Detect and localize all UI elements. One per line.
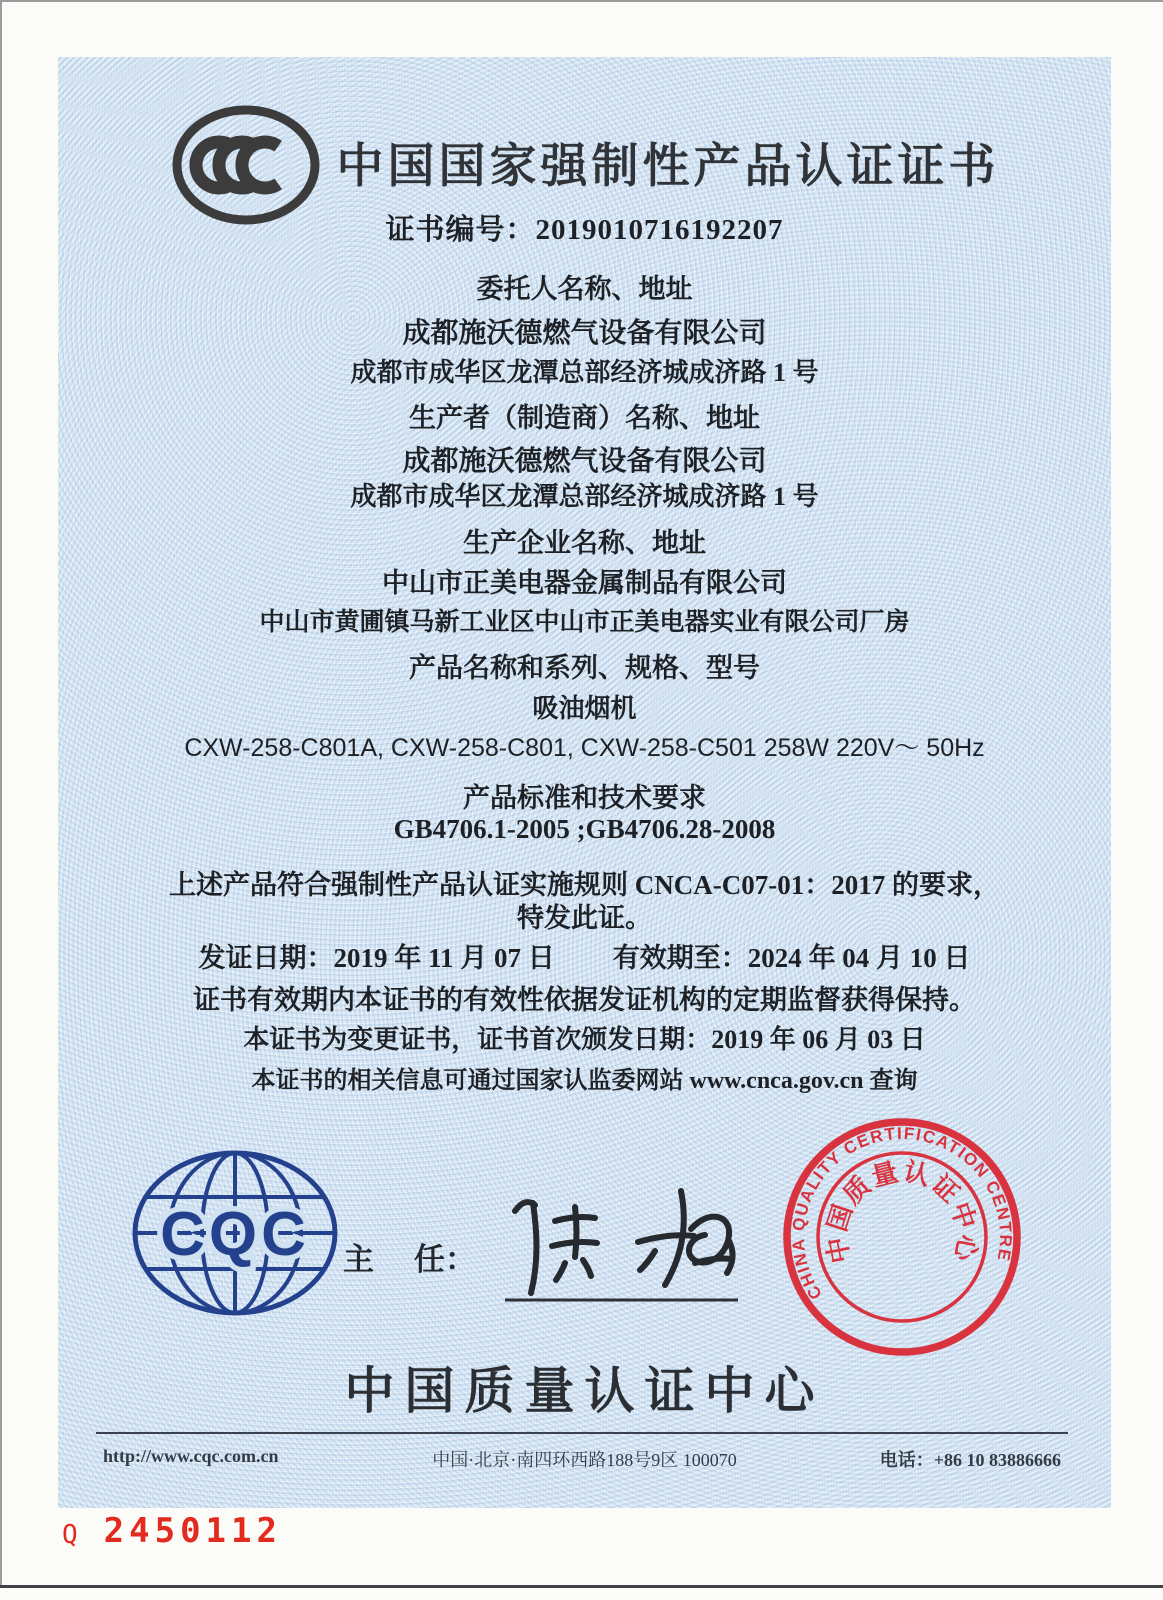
factory-heading: 生产企业名称、地址 (463, 528, 706, 558)
scan-edge-left (0, 0, 2, 1585)
manufacturer-heading: 生产者（制造商）名称、地址 (409, 403, 760, 433)
stamp-outer-text: CHINA QUALITY CERTIFICATION CENTRE (788, 1123, 1016, 1303)
issue-date: 发证日期：2019 年 11 月 07 日 (198, 943, 555, 973)
manufacturer-address: 成都市成华区龙潭总部经济城成济路 1 号 (350, 482, 819, 511)
footer-address: 中国·北京·南四环西路188号9区 100070 (432, 1450, 737, 1470)
serial-digits: 2450112 (103, 1511, 282, 1551)
change-note: 本证书为变更证书，证书首次颁发日期：2019 年 06 月 03 日 (243, 1025, 926, 1054)
product-models: CXW-258-C801A, CXW-258-C801, CXW-258-C501 258W 220V～ 50Hz (184, 734, 985, 762)
valid-until-date: 有效期至：2024 年 04 月 10 日 (612, 943, 971, 973)
footer-divider (96, 1432, 1068, 1434)
applicant-address: 成都市成华区龙潭总部经济城成济路 1 号 (350, 358, 819, 387)
serial-number (62, 1511, 282, 1551)
director-signature (495, 1145, 745, 1362)
manufacturer-name: 成都施沃德燃气设备有限公司 (402, 446, 767, 477)
certificate-body (58, 57, 1111, 1508)
certificate-number: 证书编号：2019010716192207 (385, 214, 784, 246)
director-label-1: 主 (343, 1242, 374, 1277)
cqc-logo-icon (128, 1145, 342, 1327)
director-label-row (343, 1234, 476, 1279)
factory-name: 中山市正美电器金属制品有限公司 (382, 568, 787, 598)
validity-note: 证书有效期内本证书的有效性依据发证机构的定期监督获得保持。 (193, 985, 976, 1015)
cqc-logo-letters: CQC (160, 1200, 310, 1269)
cqc-red-stamp (780, 1115, 1024, 1364)
stamp-inner-text: 中国质量认证中心 (821, 1156, 983, 1266)
org-name: 中国质量认证中心 (344, 1363, 825, 1419)
scan-edge-top (0, 0, 1163, 2)
standards-value: GB4706.1-2005 ;GB4706.28-2008 (393, 814, 776, 844)
statement-line2: 特发此证。 (517, 903, 652, 933)
footer-url: http://www.cqc.com.cn (103, 1446, 279, 1466)
factory-address: 中山市黄圃镇马新工业区中山市正美电器实业有限公司厂房 (259, 609, 910, 636)
info-note: 本证书的相关信息可通过国家认监委网站 www.cnca.gov.cn 查询 (251, 1068, 918, 1094)
director-label-2: 任： (414, 1242, 476, 1277)
footer-phone: 电话：+86 10 83886666 (879, 1450, 1061, 1470)
scan-edge-bottom (0, 1585, 1163, 1588)
statement-line1: 上述产品符合强制性产品认证实施规则 CNCA-C07-01：2017 的要求， (169, 870, 1000, 900)
serial-prefix: Q (62, 1520, 78, 1550)
product-heading: 产品名称和系列、规格、型号 (409, 653, 760, 683)
product-name: 吸油烟机 (532, 694, 637, 723)
applicant-name: 成都施沃德燃气设备有限公司 (402, 318, 767, 349)
certificate-title: 中国国家强制性产品认证证书 (336, 139, 1000, 192)
applicant-heading: 委托人名称、地址 (476, 274, 693, 304)
dates-row (58, 936, 1111, 975)
standards-heading: 产品标准和技术要求 (463, 783, 706, 813)
